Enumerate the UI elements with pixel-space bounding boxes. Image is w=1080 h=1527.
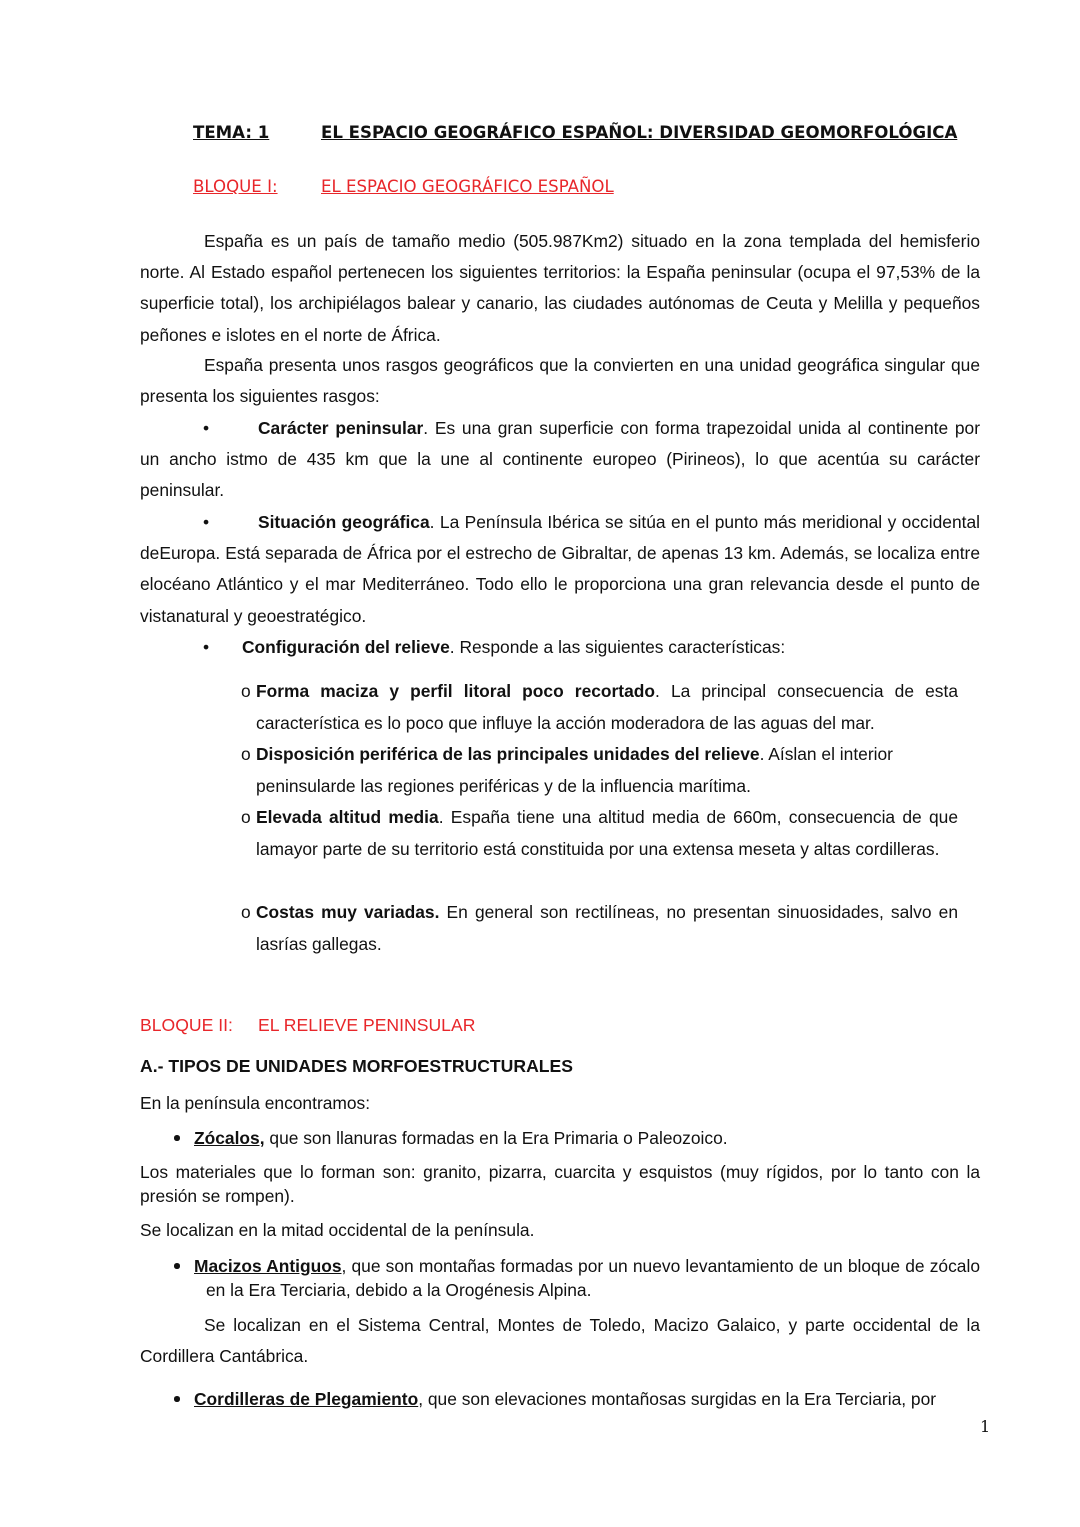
- term: Configuración del relieve: [242, 637, 450, 657]
- term: Zócalos,: [194, 1128, 265, 1148]
- text: , que son montañas formadas por un nuevo levantamiento de un bloque de zócalo en la Era Terciaria, debido a la Orogénesis Alpina.: [206, 1256, 980, 1300]
- text: . Es una gran superficie con forma trapezoidal unida al continente por un ancho istmo de 435 km que la une al continente europeo (Pirineos), lo que acentúa su carácter peninsular.: [140, 418, 981, 501]
- zocalos-item: [194, 1127, 980, 1149]
- tema-title: EL ESPACIO GEOGRÁFICO ESPAÑOL: DIVERSIDAD GEOMORFOLÓGICA: [321, 123, 958, 142]
- text: , que son elevaciones montañosas surgidas en la Era Terciaria, por: [418, 1389, 937, 1409]
- text: . España tiene una altitud media de 660m, consecuencia de que lamayor parte de su territorio está constituida por una extensa meseta y altas cordilleras.: [256, 807, 958, 859]
- text: . La principal consecuencia de esta característica es lo poco que influye la acción moderadora de las aguas del mar.: [256, 681, 958, 733]
- zocalos-location: Se localizan en la mitad occidental de la península.: [140, 1220, 535, 1240]
- bloque1-label: BLOQUE I:: [193, 177, 278, 196]
- intro-paragraph: España es un país de tamaño medio (505.987Km2) situado en la zona templada del hemisferio norte. Al Estado español pertenecen los siguientes territorios: la España peninsular (ocupa el 97,53% de la superficie total), los archipiélagos balear y canario, las ciudades autónomas de Ceuta y Melilla y pequeños peñones e islotes en el norte de África.: [140, 231, 980, 345]
- term: Forma maciza y perfil litoral poco recortado: [256, 681, 656, 701]
- bullet-marker: •: [203, 418, 210, 438]
- term: Cordilleras de Plegamiento: [194, 1389, 419, 1409]
- bullet-dot: [174, 1396, 180, 1402]
- bloque1-title: EL ESPACIO GEOGRÁFICO ESPAÑOL: [321, 177, 614, 196]
- text: . Aíslan el interior peninsularde las regiones periféricas y de la influencia marítima.: [256, 744, 893, 796]
- bullet-situacion-geografica: [140, 507, 980, 632]
- text: . Responde a las siguientes características:: [449, 637, 786, 657]
- term: Situación geográfica: [258, 512, 430, 532]
- sub-marker: o: [241, 681, 251, 701]
- term: Macizos Antiguos: [194, 1256, 342, 1276]
- section-a-heading: A.- TIPOS DE UNIDADES MORFOESTRUCTURALES: [140, 1056, 574, 1076]
- text: En general son rectilíneas, no presentan sinuosidades, salvo en lasrías gallegas.: [256, 902, 958, 954]
- page-number: 1: [980, 1417, 991, 1436]
- term: Costas muy variadas.: [256, 902, 440, 922]
- bullet-configuracion-relieve: [242, 632, 980, 663]
- sub-marker: o: [241, 807, 251, 827]
- macizos-item: [194, 1255, 980, 1302]
- tema-label: TEMA: 1: [193, 123, 270, 142]
- term: Carácter peninsular: [258, 418, 424, 438]
- bullet-marker: •: [203, 512, 210, 532]
- bloque2-title: EL RELIEVE PENINSULAR: [258, 1015, 476, 1035]
- bullet-dot: [174, 1135, 180, 1141]
- sub-item: [256, 676, 958, 739]
- bullet-marker: •: [203, 637, 210, 657]
- sub-item: [256, 897, 958, 960]
- bullet-caracter-peninsular: [140, 413, 980, 507]
- macizos-location: Se localizan en el Sistema Central, Montes de Toledo, Macizo Galaico, y parte occidental de la Cordillera Cantábrica.: [140, 1315, 980, 1367]
- cordilleras-item: [194, 1388, 980, 1410]
- text: que son llanuras formadas en la Era Primaria o Paleozoico.: [264, 1128, 728, 1148]
- text: . La Península Ibérica se sitúa en el punto más meridional y occidental deEuropa. Está separada de África por el estrecho de Gibraltar, de apenas 13 km. Además, se localiza entre elocéano Atlántico y el mar Mediterráneo. Todo ello le proporciona una gran relevancia desde el punto de vistanatural y geoestratégico.: [140, 512, 980, 626]
- term: Disposición periférica de las principales unidades del relieve: [256, 744, 760, 764]
- sub-marker: o: [241, 902, 251, 922]
- sub-marker: o: [241, 744, 251, 764]
- bullet-dot: [174, 1263, 180, 1269]
- rasgos-paragraph: España presenta unos rasgos geográficos que la convierten en una unidad geográfica singular que presenta los siguientes rasgos:: [140, 355, 980, 407]
- bloque2-label: BLOQUE II:: [140, 1015, 233, 1035]
- sub-item: [256, 802, 958, 865]
- zocalos-materials: Los materiales que lo forman son: granito, pizarra, cuarcita y esquistos (muy rígidos, por lo tanto con la presión se rompen).: [140, 1162, 980, 1206]
- intro-line: En la península encontramos:: [140, 1093, 371, 1113]
- term: Elevada altitud media: [256, 807, 439, 827]
- sub-item: [256, 739, 958, 802]
